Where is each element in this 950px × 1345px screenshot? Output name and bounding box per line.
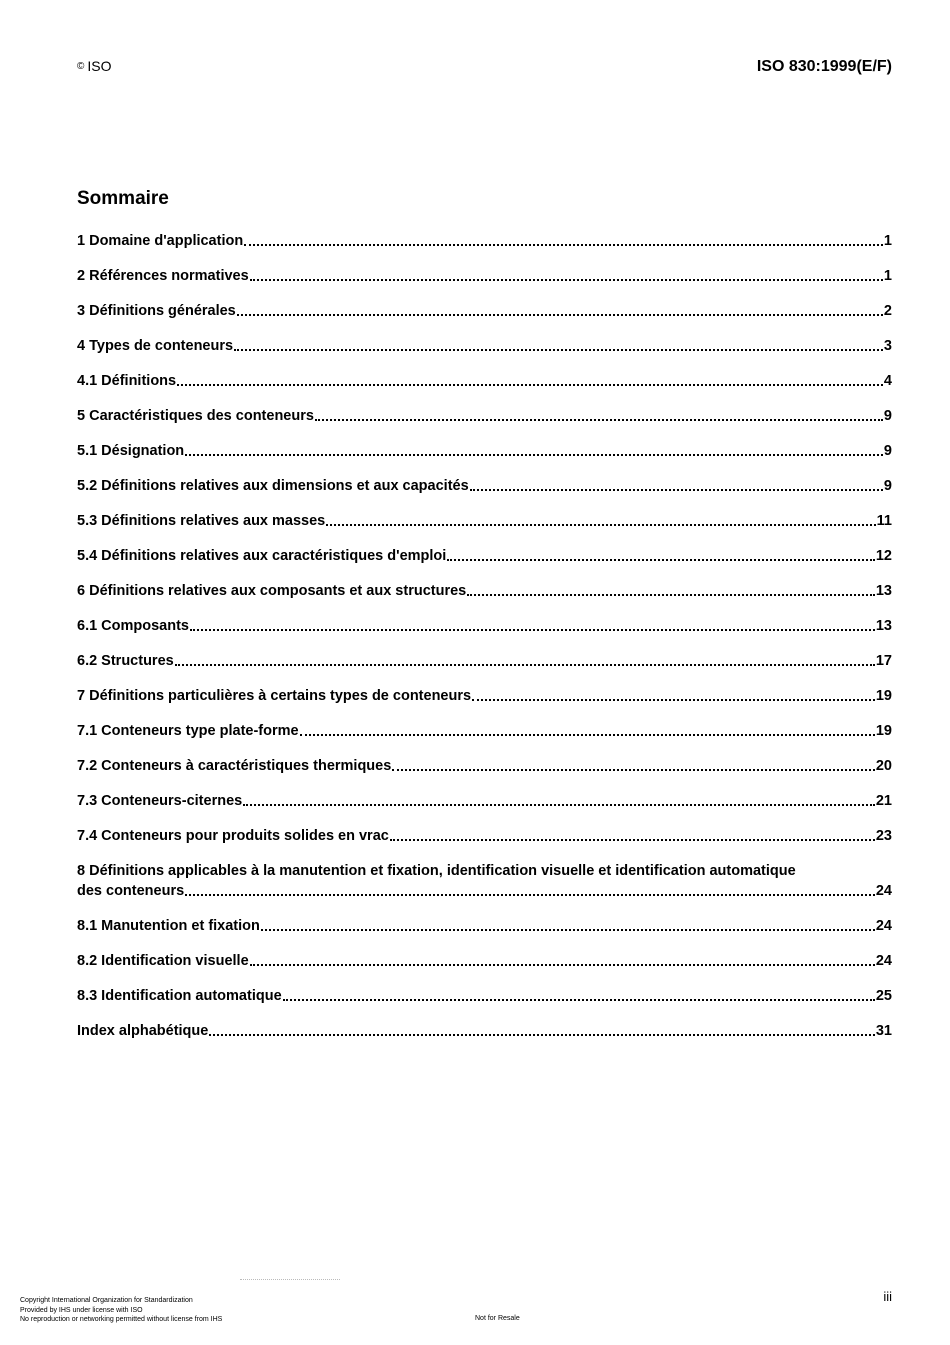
dot-leader [467,594,875,596]
toc-entry-page: 23 [875,828,892,844]
toc-entry-label: 8.1 Manutention et fixation [77,918,260,934]
dot-leader [244,244,883,246]
toc-entry[interactable] [77,721,892,741]
copyright-symbol: © [77,61,85,72]
toc-entry-page: 9 [883,478,892,494]
toc-entry[interactable] [77,371,892,391]
toc-entry-page: 9 [883,443,892,459]
toc-entry[interactable] [77,336,892,356]
toc-entry-page: 24 [875,883,892,899]
toc-entry-label: 4 Types de conteneurs [77,338,234,354]
toc-entry-label-cont: des conteneurs [77,883,185,899]
toc-entry-label: Index alphabétique [77,1023,209,1039]
toc-entry[interactable] [77,826,892,846]
page-number: iii [883,1289,892,1304]
toc-entry-label: 8 Définitions applicables à la manutention et fixation, identification visuelle et identification automatique [77,863,796,879]
toc-entry[interactable] [77,476,892,496]
footer-line: No reproduction or networking permitted without license from IHS [20,1316,223,1323]
toc-entry-page: 13 [875,583,892,599]
dot-leader [470,489,883,491]
dot-leader [234,349,883,351]
toc-entry-label: 7 Définitions particulières à certains types de conteneurs [77,688,472,704]
toc-entry[interactable] [77,986,892,1006]
table-of-contents [77,231,892,1056]
toc-entry-label: 7.4 Conteneurs pour produits solides en vrac [77,828,389,844]
toc-entry[interactable] [77,951,892,971]
dot-leader [250,279,883,281]
dot-leader [209,1034,875,1036]
toc-entry-page: 3 [883,338,892,354]
toc-entry[interactable] [77,511,892,531]
toc-entry-label: 4.1 Définitions [77,373,177,389]
page-title: Sommaire [77,188,169,209]
toc-entry-label: 5 Caractéristiques des conteneurs [77,408,314,424]
toc-entry-page: 25 [875,988,892,1004]
dot-leader [326,524,875,526]
toc-entry-page: 19 [875,688,892,704]
dot-leader [261,929,875,931]
toc-entry-label: 7.2 Conteneurs à caractéristiques thermiques [77,758,392,774]
dot-leader [447,559,875,561]
toc-entry[interactable] [77,756,892,776]
footer-copyright [20,1296,222,1325]
dot-leader [300,734,875,736]
toc-entry-label: 5.3 Définitions relatives aux masses [77,513,326,529]
dot-leader [472,699,875,701]
toc-entry-page: 21 [875,793,892,809]
toc-entry-label: 7.1 Conteneurs type plate-forme [77,723,299,739]
footer-line: Provided by IHS under license with ISO [20,1306,143,1314]
toc-entry-label: 6 Définitions relatives aux composants et aux structures [77,583,467,599]
toc-entry[interactable] [77,406,892,426]
footer-line: Copyright International Organization for Standardization [20,1297,193,1304]
dot-leader [315,419,883,421]
dot-leader [237,314,883,316]
footer-resale: Not for Resale [475,1315,520,1322]
dot-leader [175,664,875,666]
toc-entry-label: 6.2 Structures [77,653,174,669]
toc-entry-label: 5.1 Désignation [77,443,185,459]
toc-entry[interactable] [77,791,892,811]
toc-entry-page: 1 [883,268,892,284]
toc-entry-label: 7.3 Conteneurs-citernes [77,793,243,809]
toc-entry-label: 6.1 Composants [77,618,189,634]
toc-entry-page: 19 [875,723,892,739]
toc-entry[interactable] [77,301,892,321]
toc-entry[interactable] [77,616,892,636]
toc-entry-page: 4 [883,373,892,389]
toc-entry-label: 2 Références normatives [77,268,249,284]
toc-entry[interactable] [77,546,892,566]
toc-entry-page: 24 [875,918,892,934]
toc-entry-page: 1 [883,233,892,249]
toc-entry[interactable] [77,231,892,251]
dot-leader [190,629,875,631]
toc-entry-label: 5.2 Définitions relatives aux dimensions et aux capacités [77,478,469,494]
dot-leader [392,769,875,771]
toc-entry[interactable] [77,1021,892,1041]
toc-entry-label: 8.2 Identification visuelle [77,953,249,969]
toc-entry[interactable] [77,651,892,671]
scan-artifact [240,1279,340,1280]
header-copyright [77,58,112,74]
toc-entry-label: 8.3 Identification automatique [77,988,282,1004]
toc-entry-page: 24 [875,953,892,969]
dot-leader [243,804,875,806]
toc-entry-page: 13 [875,618,892,634]
toc-entry[interactable] [77,916,892,936]
toc-entry-page: 2 [883,303,892,319]
toc-entry-label: 1 Domaine d'application [77,233,244,249]
toc-entry-8[interactable] [77,861,892,901]
toc-entry-page: 12 [875,548,892,564]
toc-entry-label: 3 Définitions générales [77,303,236,319]
dot-leader [283,999,875,1001]
dot-leader [185,454,883,456]
toc-entry-page: 31 [875,1023,892,1039]
toc-entry-label: 5.4 Définitions relatives aux caractéristiques d'emploi [77,548,447,564]
header-org: ISO [87,58,112,74]
toc-entry[interactable] [77,441,892,461]
dot-leader [177,384,883,386]
dot-leader [250,964,875,966]
toc-entry-page: 20 [875,758,892,774]
toc-entry[interactable] [77,266,892,286]
toc-entry[interactable] [77,686,892,706]
toc-entry-page: 11 [876,513,892,529]
dot-leader [185,894,875,896]
toc-entry-page: 17 [875,653,892,669]
toc-entry[interactable] [77,581,892,601]
toc-entry-page: 9 [883,408,892,424]
document-id: ISO 830:1999(E/F) [756,58,892,75]
dot-leader [390,839,875,841]
